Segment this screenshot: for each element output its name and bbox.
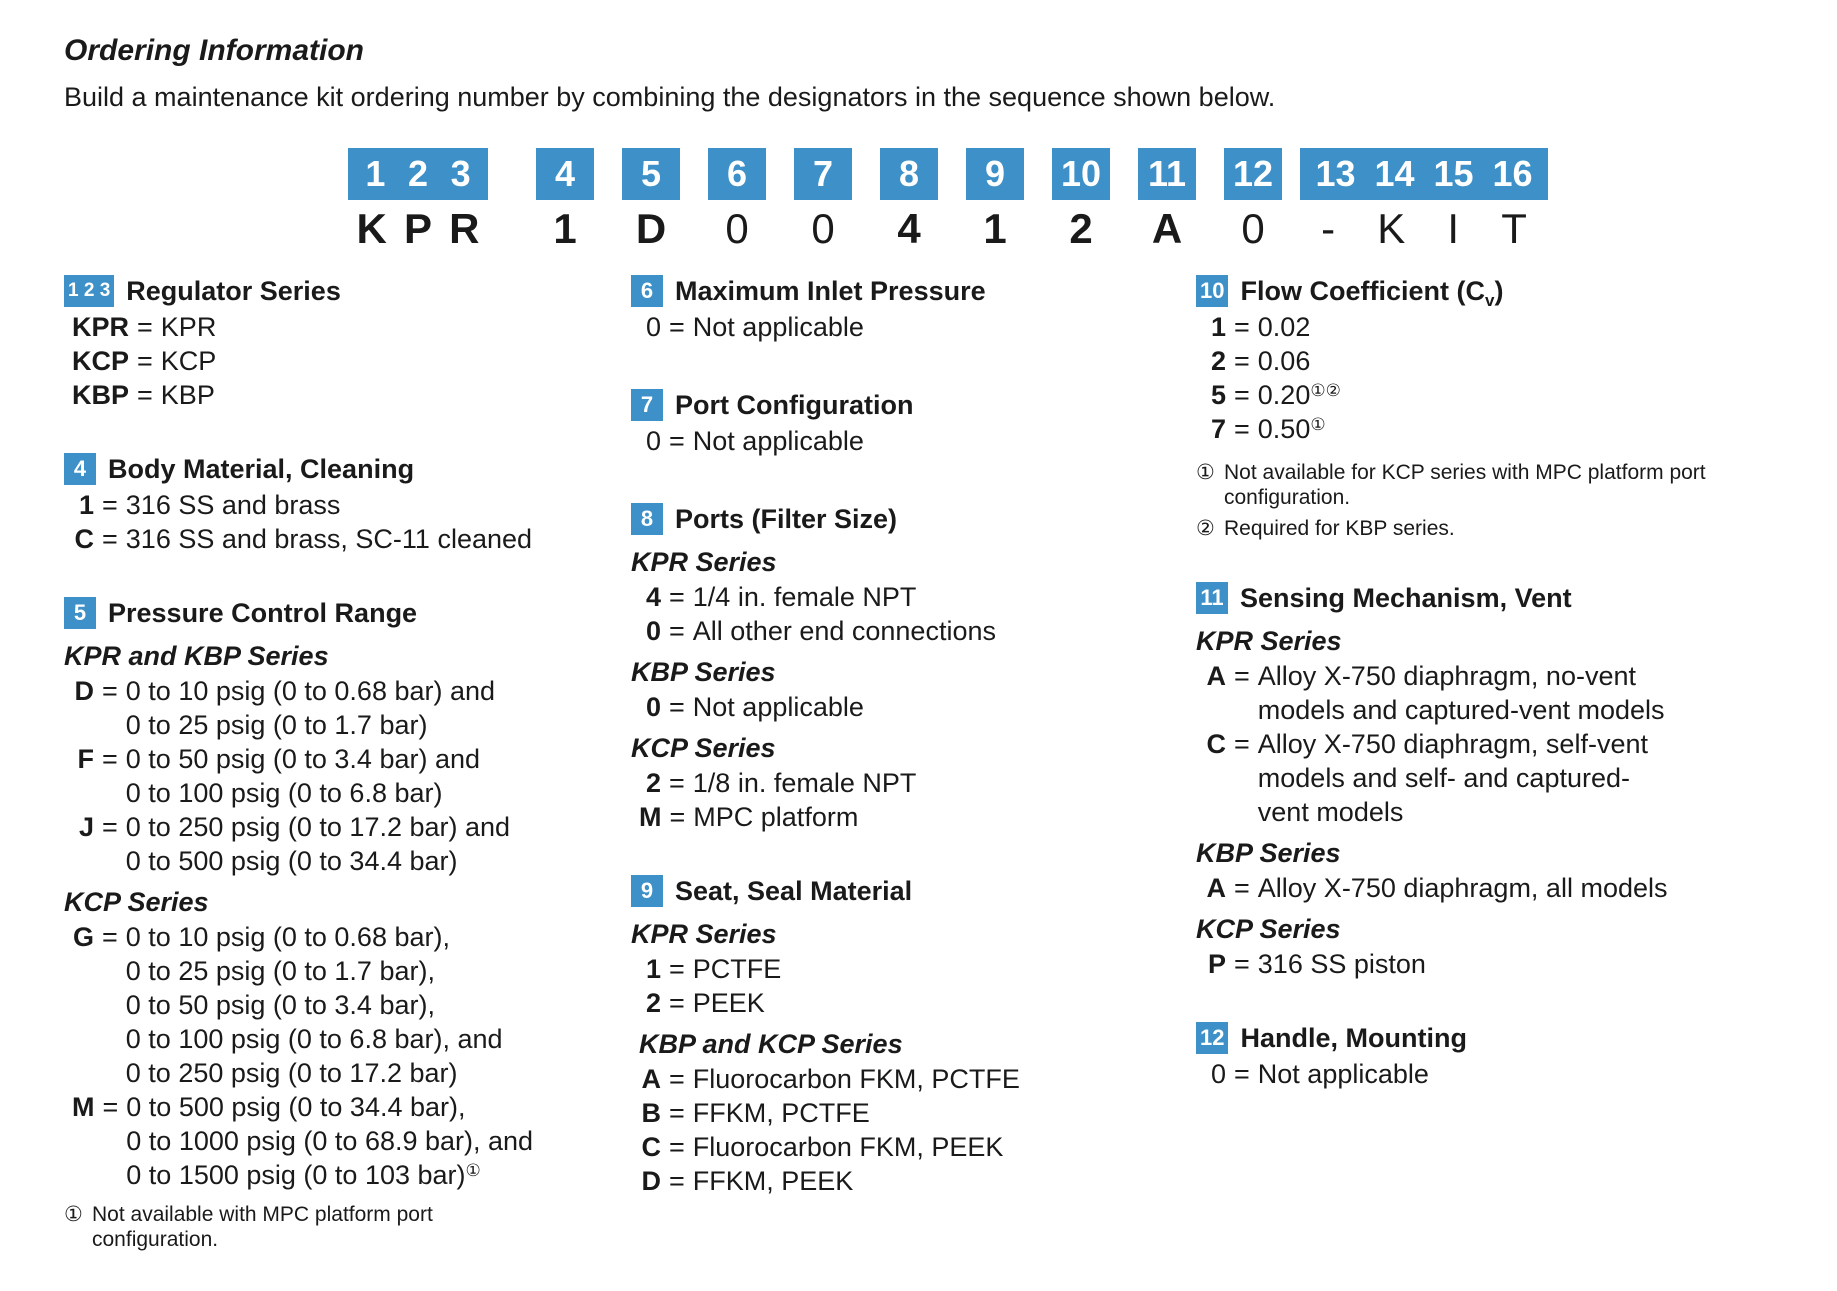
position-number-box bbox=[1052, 148, 1110, 200]
option-row: A = Alloy X-750 diaphragm, no-vent models and captured-vent models bbox=[1206, 661, 1665, 725]
designator-code bbox=[708, 204, 766, 254]
option-row: 2 = 0.06 bbox=[1210, 346, 1311, 376]
option-row: J = 0 to 250 psig (0 to 17.2 bar) and 0 to 500 psig (0 to 34.4 bar) bbox=[78, 812, 511, 876]
section-number-badge: 9 bbox=[631, 875, 663, 907]
designator-char: 2 bbox=[1069, 205, 1093, 252]
position-number-box bbox=[622, 148, 680, 200]
section-number-badge: 1 2 3 bbox=[64, 275, 114, 307]
position-number-box bbox=[1224, 148, 1282, 200]
option-row: 4 = 1/4 in. female NPT bbox=[645, 582, 917, 612]
section-handle-mounting bbox=[1196, 1019, 1756, 1091]
section-title: Flow Coefficient $(C_v)$ bbox=[1240, 275, 1504, 310]
designator-char: D bbox=[635, 205, 667, 252]
footnote: ① Not available with MPC platform port configuration. bbox=[64, 1203, 433, 1251]
section-number-badge: 11 bbox=[1196, 582, 1228, 614]
page-subtitle: Build a maintenance kit ordering number by combining the designators in the sequence shown below. bbox=[64, 82, 1276, 112]
section-number-badge: 12 bbox=[1196, 1022, 1228, 1054]
footnote-marker: ① bbox=[1310, 415, 1326, 434]
option-row: 1 = 316 SS and brass bbox=[78, 490, 341, 520]
section-number-badge: 5 bbox=[64, 597, 96, 629]
option-row: A = Fluorocarbon FKM, PCTFE bbox=[641, 1064, 1020, 1094]
designator-code bbox=[1052, 204, 1110, 254]
position-number-box bbox=[880, 148, 938, 200]
position-number: 9 bbox=[984, 153, 1006, 194]
footnote: ① Not available for KCP series with MPC platform port configuration. bbox=[1196, 461, 1706, 509]
section-title: Ports (Filter Size) bbox=[675, 503, 898, 534]
position-number: 16 bbox=[1492, 153, 1533, 194]
column-1 bbox=[64, 272, 624, 1290]
position-number: 7 bbox=[812, 153, 834, 194]
option-row: D = FFKM, PEEK bbox=[641, 1166, 854, 1196]
option-row: 0 = Not applicable bbox=[1210, 1059, 1429, 1089]
option-row: 2 = PEEK bbox=[645, 988, 765, 1018]
section-number-badge: 7 bbox=[631, 389, 663, 421]
position-number: 11 bbox=[1147, 153, 1187, 194]
position-number: 4 bbox=[554, 153, 576, 194]
designator-code bbox=[536, 204, 594, 254]
option-row: 0 = Not applicable bbox=[645, 312, 864, 342]
option-row: 7 = 0.50① bbox=[1210, 414, 1326, 444]
ordering-number-strip bbox=[0, 148, 1837, 258]
option-row: P = 316 SS piston bbox=[1207, 949, 1426, 979]
option-row: C = 316 SS and brass, SC-11 cleaned bbox=[74, 524, 533, 554]
section-flow-coefficient bbox=[1196, 272, 1756, 541]
section-number-badge: 4 bbox=[64, 453, 96, 485]
section-regulator-series bbox=[64, 272, 624, 412]
section-title: Regulator Series bbox=[126, 275, 341, 306]
option-row: KCP = KCP bbox=[72, 346, 217, 376]
designator-code bbox=[794, 204, 852, 254]
series-subheading: KCP Series bbox=[631, 733, 776, 763]
section-title: Body Material, Cleaning bbox=[108, 453, 415, 484]
position-number-box bbox=[1300, 148, 1548, 200]
designator-code bbox=[1300, 204, 1548, 254]
option-row: KPR = KPR bbox=[72, 312, 217, 342]
designator-char: I bbox=[1447, 205, 1460, 252]
position-number-box bbox=[966, 148, 1024, 200]
section-title: Pressure Control Range bbox=[108, 597, 418, 628]
series-subheading: KPR Series bbox=[631, 919, 777, 949]
option-row: 0 = All other end connections bbox=[645, 616, 996, 646]
option-row: A = Alloy X-750 diaphragm, all models bbox=[1206, 873, 1668, 903]
footnote: ② Required for KBP series. bbox=[1196, 517, 1455, 540]
series-subheading: KPR Series bbox=[1196, 626, 1342, 656]
series-subheading: KPR Series bbox=[631, 547, 777, 577]
position-number: 15 bbox=[1433, 153, 1474, 194]
position-number: 2 bbox=[407, 153, 428, 194]
section-seat-seal-material bbox=[631, 872, 1191, 1198]
position-number-box bbox=[1138, 148, 1196, 200]
option-row: 2 = 1/8 in. female NPT bbox=[645, 768, 917, 798]
position-number-box bbox=[348, 148, 488, 200]
section-body-material bbox=[64, 450, 624, 556]
section-max-inlet-pressure bbox=[631, 272, 1191, 344]
designator-char: 0 bbox=[725, 205, 749, 252]
designator-char: T bbox=[1501, 205, 1527, 252]
designator-code bbox=[966, 204, 1024, 254]
designator-char: P bbox=[403, 205, 432, 252]
position-number: 10 bbox=[1060, 153, 1102, 194]
section-title: Sensing Mechanism, Vent bbox=[1240, 582, 1572, 613]
designator-char: - bbox=[1321, 205, 1336, 252]
designator-code bbox=[1224, 204, 1282, 254]
series-subheading: KCP Series bbox=[64, 887, 209, 917]
designator-char: A bbox=[1151, 205, 1183, 252]
designator-char: 1 bbox=[553, 205, 577, 252]
position-number-box bbox=[794, 148, 852, 200]
option-row: 0 = Not applicable bbox=[645, 426, 864, 456]
section-number-badge: 6 bbox=[631, 275, 663, 307]
section-title: Handle, Mounting bbox=[1240, 1022, 1467, 1053]
position-number: 6 bbox=[726, 153, 748, 194]
designator-code bbox=[622, 204, 680, 254]
section-title: Port Configuration bbox=[675, 389, 914, 420]
section-ports bbox=[631, 500, 1191, 834]
series-subheading: KPR and KBP Series bbox=[64, 641, 329, 671]
option-row: D = 0 to 10 psig (0 to 0.68 bar) and 0 to 25 psig (0 to 1.7 bar) bbox=[74, 676, 496, 740]
option-row: KBP = KBP bbox=[72, 380, 215, 410]
section-pressure-control-range bbox=[64, 594, 624, 1252]
designator-char: 0 bbox=[811, 205, 835, 252]
position-number-box bbox=[536, 148, 594, 200]
designator-code bbox=[348, 204, 488, 254]
position-number: 13 bbox=[1315, 153, 1356, 194]
option-row: 1 = PCTFE bbox=[645, 954, 782, 984]
series-subheading: KCP Series bbox=[1196, 914, 1341, 944]
designator-char: 4 bbox=[897, 205, 921, 252]
position-number: 5 bbox=[640, 153, 662, 194]
footnote-marker: ① bbox=[465, 1161, 481, 1180]
designator-code bbox=[1138, 204, 1196, 254]
series-subheading: KBP Series bbox=[1196, 838, 1341, 868]
designator-char: K bbox=[356, 205, 387, 252]
column-2 bbox=[631, 272, 1191, 1236]
section-sensing-mechanism bbox=[1196, 579, 1756, 981]
option-row: 1 = 0.02 bbox=[1210, 312, 1311, 342]
page-title: Ordering Information bbox=[64, 34, 364, 67]
position-number: 12 bbox=[1232, 153, 1274, 194]
section-number-badge: 8 bbox=[631, 503, 663, 535]
section-title: Seat, Seal Material bbox=[675, 875, 913, 906]
section-number-badge: 10 bbox=[1196, 275, 1228, 307]
position-number-box bbox=[708, 148, 766, 200]
designator-char: R bbox=[449, 205, 480, 252]
section-port-configuration bbox=[631, 386, 1191, 458]
option-row: F = 0 to 50 psig (0 to 3.4 bar) and 0 to 100 psig (0 to 6.8 bar) bbox=[77, 744, 481, 808]
section-title: Maximum Inlet Pressure bbox=[675, 275, 986, 306]
column-3 bbox=[1196, 272, 1756, 1129]
position-number: 1 bbox=[365, 153, 386, 194]
option-row: C = Alloy X-750 diaphragm, self-vent models and self- and captured- vent models bbox=[1206, 729, 1648, 827]
designator-char: 0 bbox=[1241, 205, 1265, 252]
option-row: 0 = Not applicable bbox=[645, 692, 864, 722]
option-row: M = 0 to 500 psig (0 to 34.4 bar), 0 to 1000 psig (0 to 68.9 bar), and 0 to 1500 psig (0 to 103 bar)① bbox=[72, 1092, 534, 1190]
series-subheading: KBP Series bbox=[631, 657, 776, 687]
position-number: 14 bbox=[1374, 153, 1415, 194]
series-subheading: KBP and KCP Series bbox=[639, 1029, 903, 1059]
option-row: G = 0 to 10 psig (0 to 0.68 bar), 0 to 25 psig (0 to 1.7 bar), 0 to 50 psig (0 to 3.4 bar), 0 to 100 psig (0 to 6.8 bar), and 0 to 250 psig (0 to 17.2 bar) bbox=[72, 922, 503, 1088]
option-row: 5 = 0.20①② bbox=[1210, 380, 1341, 410]
designator-code bbox=[880, 204, 938, 254]
designator-char: K bbox=[1377, 205, 1406, 252]
position-number: 8 bbox=[898, 153, 920, 194]
position-number: 3 bbox=[450, 153, 471, 194]
designator-char: 1 bbox=[983, 205, 1007, 252]
option-row: M = MPC platform bbox=[639, 802, 859, 832]
footnote-marker: ①② bbox=[1310, 381, 1341, 400]
option-row: B = FFKM, PCTFE bbox=[641, 1098, 870, 1128]
option-row: C = Fluorocarbon FKM, PEEK bbox=[641, 1132, 1004, 1162]
